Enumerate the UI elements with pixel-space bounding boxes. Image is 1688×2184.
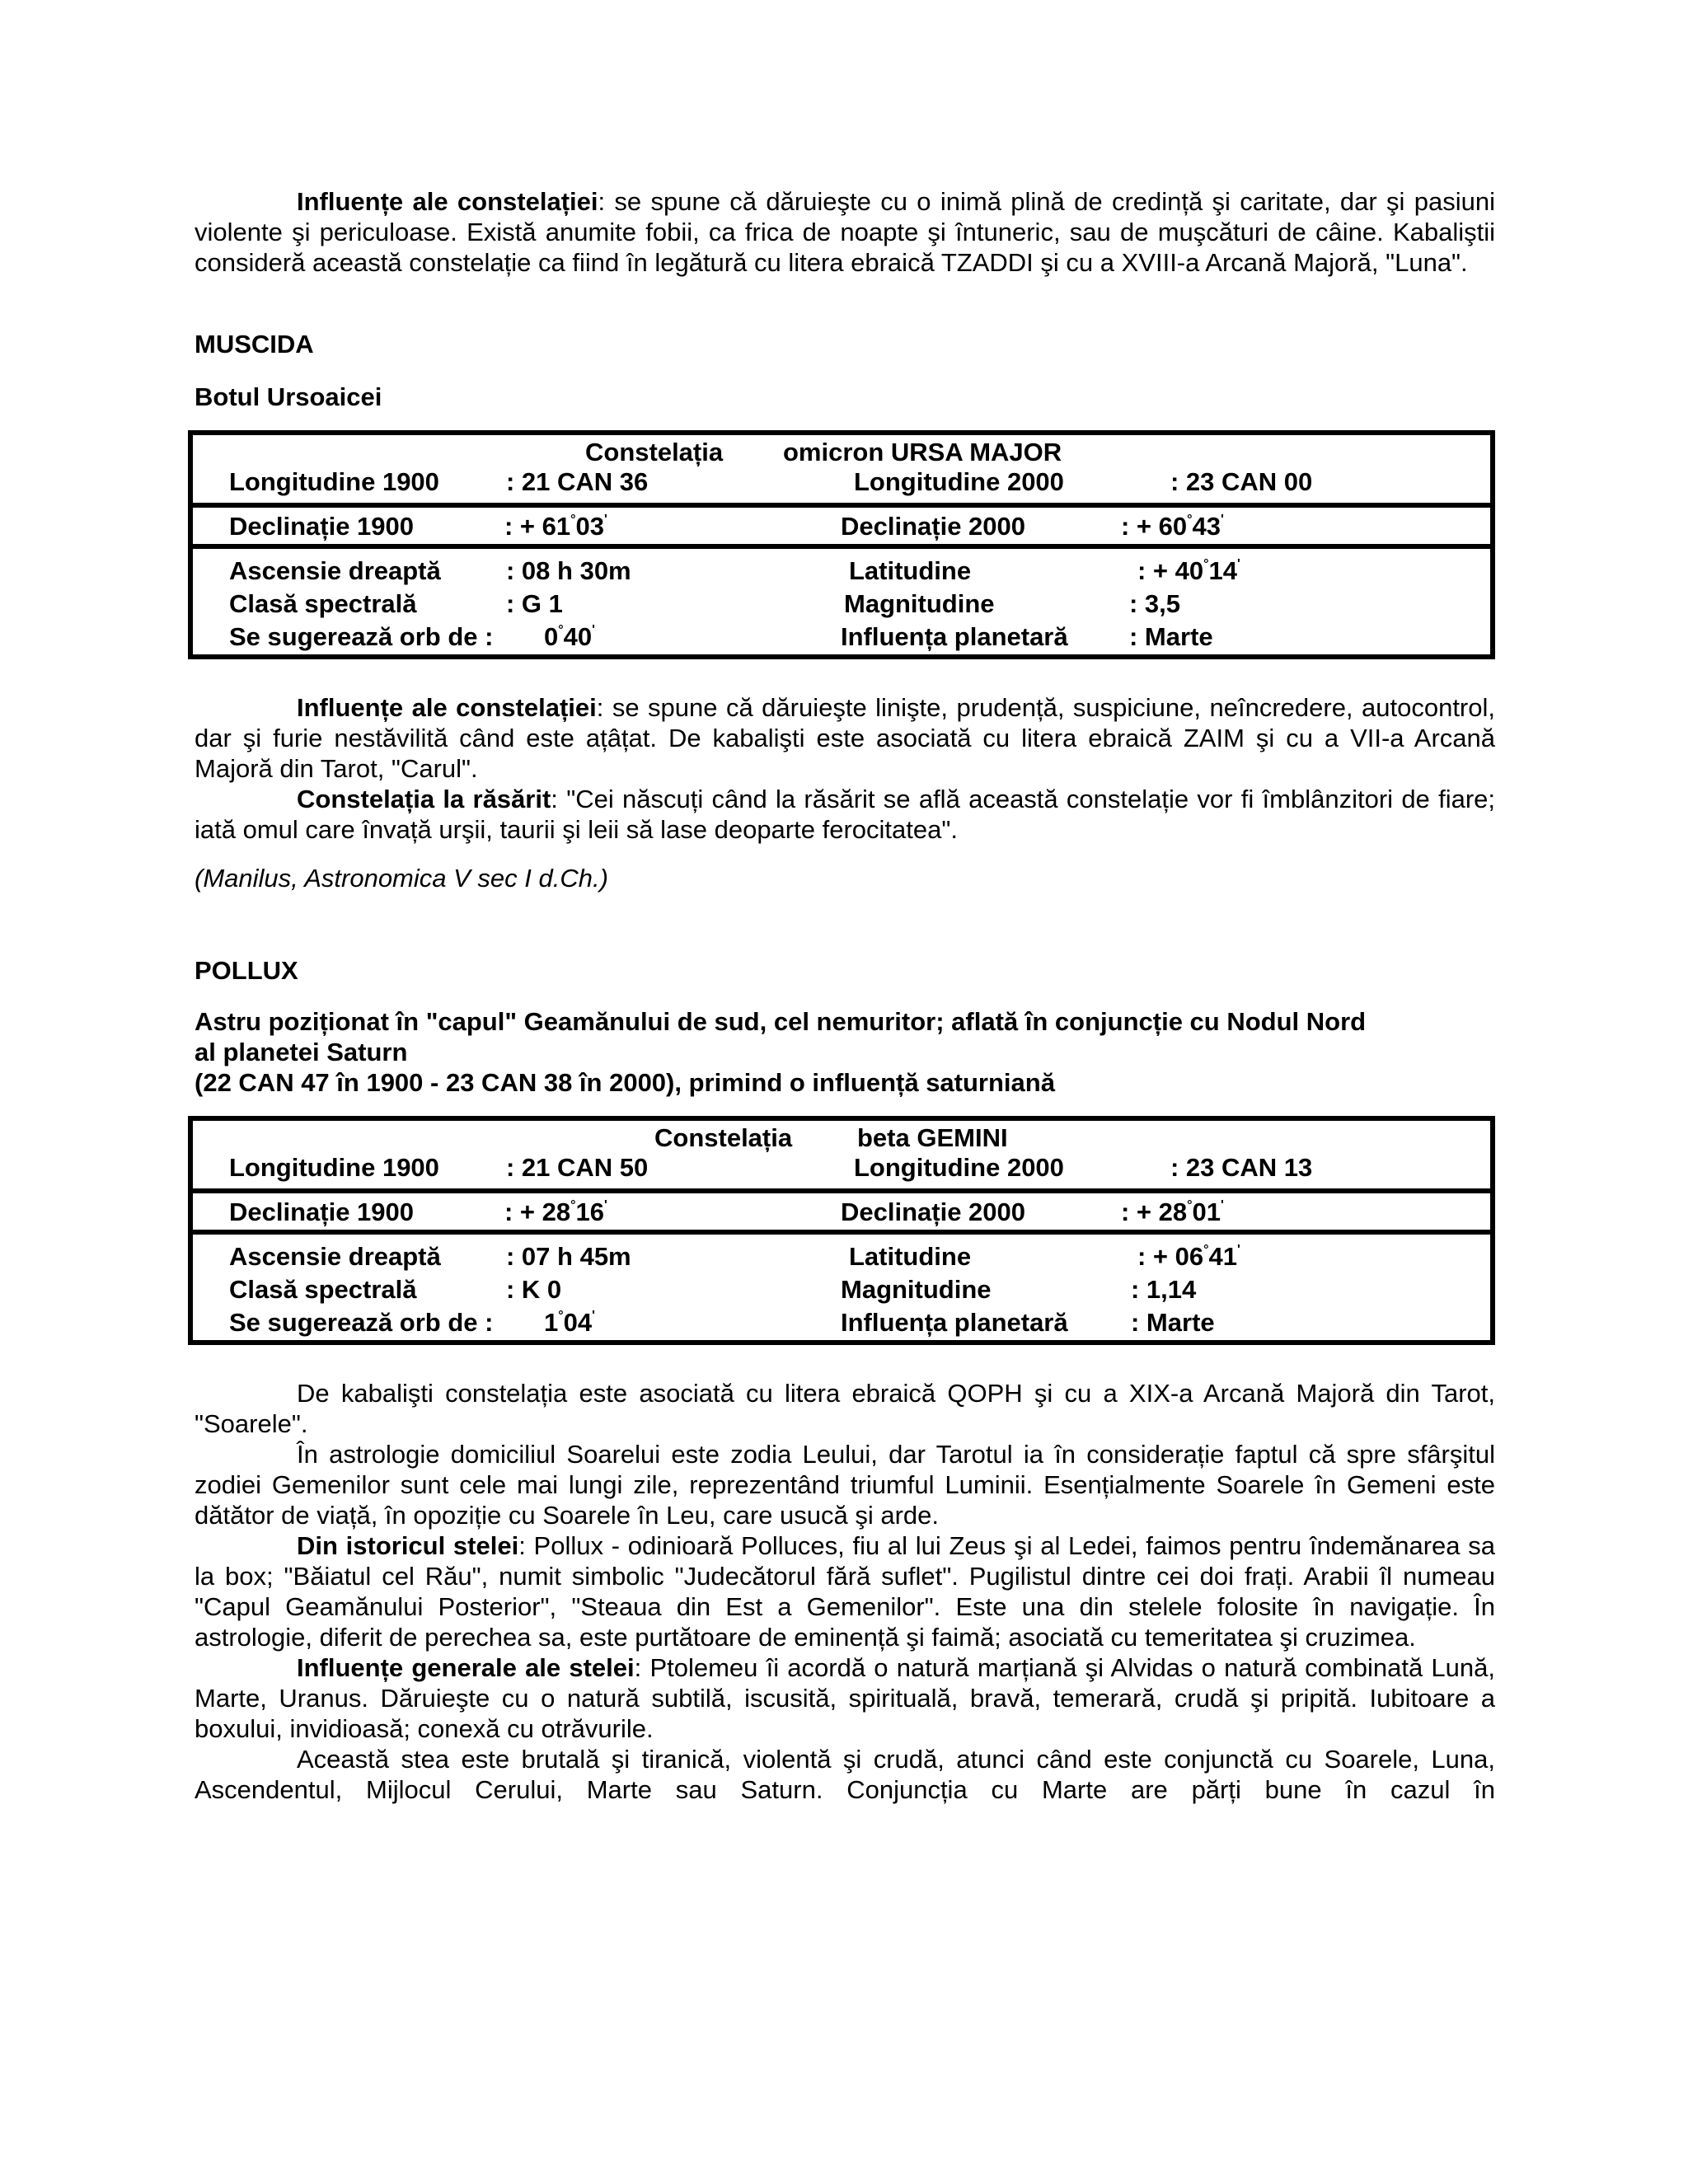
orb-value: 1°04' <box>544 1308 595 1337</box>
pollux-table-details <box>193 1230 1490 1340</box>
pollux-title: POLLUX <box>195 956 298 985</box>
lat-label: Latitudine <box>849 556 972 585</box>
pollux-paragraph-4: Influențe generale ale stelei: Ptolemeu îi acordă o natură marțiană şi Alvidas o natură combinată Lună, Marte, Uranus. Dăruieşte cu o natură subtilă, iscusită, spirituală, bravă, temerară, crudă şi pripită. Iubitoare a boxului, invidioasă; conexă cu otrăvurile. <box>195 1653 1495 1743</box>
muscida-star-table <box>188 430 1495 659</box>
pollux-paragraph-3: Din istoricul stelei: Pollux - odinioară Polluces, fiu al lui Zeus şi al Ledei, faimos pentru îndemănarea sa la box; "Băiatul cel Rău", numit simbolic "Judecătorul fără suflet". Pugilistul dintre cei doi frați. Arabii îl numeau "Capul Geamănului Posterior", "Steaua din Est a Gemenilor". Este una din stelele folosite în navigație. În astrologie, diferit de perechea sa, este purtătoare de eminență şi faimă; asociată cu temeritatea şi cruzimea. <box>195 1531 1495 1652</box>
constellation-name: beta GEMINI <box>857 1123 1008 1152</box>
lon1900-value: : 21 CAN 50 <box>506 1153 649 1182</box>
muscida-table-declination <box>193 503 1490 544</box>
pollux-star-table <box>188 1116 1495 1345</box>
lon2000-value: : 23 CAN 13 <box>1170 1153 1313 1182</box>
lat-label: Latitudine <box>849 1242 972 1271</box>
muscida-credit: (Manilus, Astronomica V sec I d.Ch.) <box>195 864 608 893</box>
lon2000-label: Longitudine 2000 <box>854 1153 1064 1182</box>
dec2000-label: Declinație 2000 <box>841 1197 1026 1226</box>
lon2000-label: Longitudine 2000 <box>854 467 1064 496</box>
ra-label: Ascensie dreaptă <box>229 1242 441 1271</box>
dec1900-value: : + 28°16' <box>504 1197 607 1226</box>
lat-value: : + 40°14' <box>1137 556 1240 585</box>
planet-label: Influența planetară <box>841 622 1068 651</box>
orb-value: 0°40' <box>544 622 595 651</box>
dec2000-label: Declinație 2000 <box>841 512 1026 541</box>
pollux-p4-label: Influențe generale ale stelei <box>297 1653 635 1682</box>
dec2000-value: : + 28°01' <box>1121 1197 1224 1226</box>
lat-value: : + 06°41' <box>1137 1242 1240 1271</box>
pollux-p3-label: Din istoricul stelei <box>297 1531 519 1560</box>
pollux-paragraph-5: Această stea este brutală şi tiranică, violentă şi crudă, atunci când este conjunctă cu Soarele, Luna, Ascendentul, Mijlocul Cerului, Marte sau Saturn. Conjuncția cu Marte are părți bune în cazul în <box>195 1745 1495 1804</box>
pollux-subtitle-3: (22 CAN 47 în 1900 - 23 CAN 38 în 2000), primind o influență saturniană <box>195 1068 1055 1097</box>
pollux-table-declination <box>193 1188 1490 1230</box>
muscida-title: MUSCIDA <box>195 330 314 359</box>
pollux-table-header <box>193 1121 1490 1188</box>
lon1900-label: Longitudine 1900 <box>229 467 439 496</box>
magnitude-value: : 3,5 <box>1129 589 1181 618</box>
spectral-label: Clasă spectrală <box>229 589 417 618</box>
ra-value: : 07 h 45m <box>506 1242 631 1271</box>
orb-label: Se sugerează orb de : <box>229 1308 494 1337</box>
muscida-table-details <box>193 544 1490 654</box>
dec1900-value: : + 61°03' <box>504 512 607 541</box>
planet-label: Influența planetară <box>841 1308 1068 1337</box>
muscida-p1-label: Influențe ale constelației <box>297 693 597 722</box>
intro-paragraph <box>195 186 1495 278</box>
dec2000-value: : + 60°43' <box>1121 512 1224 541</box>
pollux-subtitle-1: Astru poziționat în "capul" Geamănului de sud, cel nemuritor; aflată în conjuncție cu Nodul Nord <box>195 1007 1367 1036</box>
pollux-subtitle-2: al planetei Saturn <box>195 1038 408 1066</box>
document-page <box>195 186 1495 1805</box>
constellation-name: omicron URSA MAJOR <box>783 438 1062 466</box>
dec1900-label: Declinație 1900 <box>229 1197 415 1226</box>
pollux-paragraph-1: De kabalişti constelația este asociată cu litera ebraică QOPH şi cu a XIX-a Arcană Majoră din Tarot, "Soarele". <box>195 1379 1495 1438</box>
pollux-paragraph-2: În astrologie domiciliul Soarelui este zodia Leului, dar Tarotul ia în considerație faptul că spre sfârşitul zodiei Gemenilor sunt cele mai lungi zile, reprezentând triumful Luminii. Esențialmente Soarele în Gemeni este dătător de viață, în opoziție cu Soarele în Leu, care usucă şi arde. <box>195 1440 1495 1530</box>
planet-value: : Marte <box>1131 1308 1215 1337</box>
planet-value: : Marte <box>1129 622 1213 651</box>
lon1900-label: Longitudine 1900 <box>229 1153 439 1182</box>
lon2000-value: : 23 CAN 00 <box>1170 467 1313 496</box>
constellation-label: Constelația <box>654 1123 793 1152</box>
spectral-value: : G 1 <box>506 589 563 618</box>
muscida-subtitle: Botul Ursoaicei <box>195 382 382 411</box>
intro-text: : se spune că dăruieşte cu o inimă plină de credință şi caritate, dar şi pasiuni violente şi periculoase. Există anumite fobii, ca frica de noapte şi întuneric, sau de muşcături de câine. Kabaliştii consideră această constelație ca fiind în legătură cu litera ebraică TZADDI şi cu a XVIII-a Arcană Majoră, "Luna". <box>195 187 1495 277</box>
spectral-value: : K 0 <box>506 1275 562 1304</box>
magnitude-value: : 1,14 <box>1131 1275 1197 1304</box>
spectral-label: Clasă spectrală <box>229 1275 417 1304</box>
muscida-paragraph-2: Constelația la răsărit: "Cei născuți când la răsărit se află această constelație vor fi îmblânzitori de fiare; iată omul care învață urşii, taurii şi leii să lase deoparte ferocitatea". <box>195 785 1495 844</box>
ra-value: : 08 h 30m <box>506 556 631 585</box>
muscida-p2-label: Constelația la răsărit <box>297 785 551 813</box>
muscida-paragraph-1: Influențe ale constelației: se spune că dăruieşte linişte, prudență, suspiciune, neîncredere, autocontrol, dar şi furie nestăvilită când este ațâțat. De kabalişti este asociată cu litera ebraică ZAIM şi cu a VII-a Arcană Majoră din Tarot, "Carul". <box>195 693 1495 783</box>
dec1900-label: Declinație 1900 <box>229 512 415 541</box>
muscida-table-header <box>193 435 1490 503</box>
magnitude-label: Magnitudine <box>844 589 995 618</box>
constellation-label: Constelația <box>585 438 724 466</box>
lon1900-value: : 21 CAN 36 <box>506 467 649 496</box>
ra-label: Ascensie dreaptă <box>229 556 441 585</box>
magnitude-label: Magnitudine <box>841 1275 992 1304</box>
orb-label: Se sugerează orb de : <box>229 622 494 651</box>
intro-label: Influențe ale constelației <box>297 187 598 216</box>
